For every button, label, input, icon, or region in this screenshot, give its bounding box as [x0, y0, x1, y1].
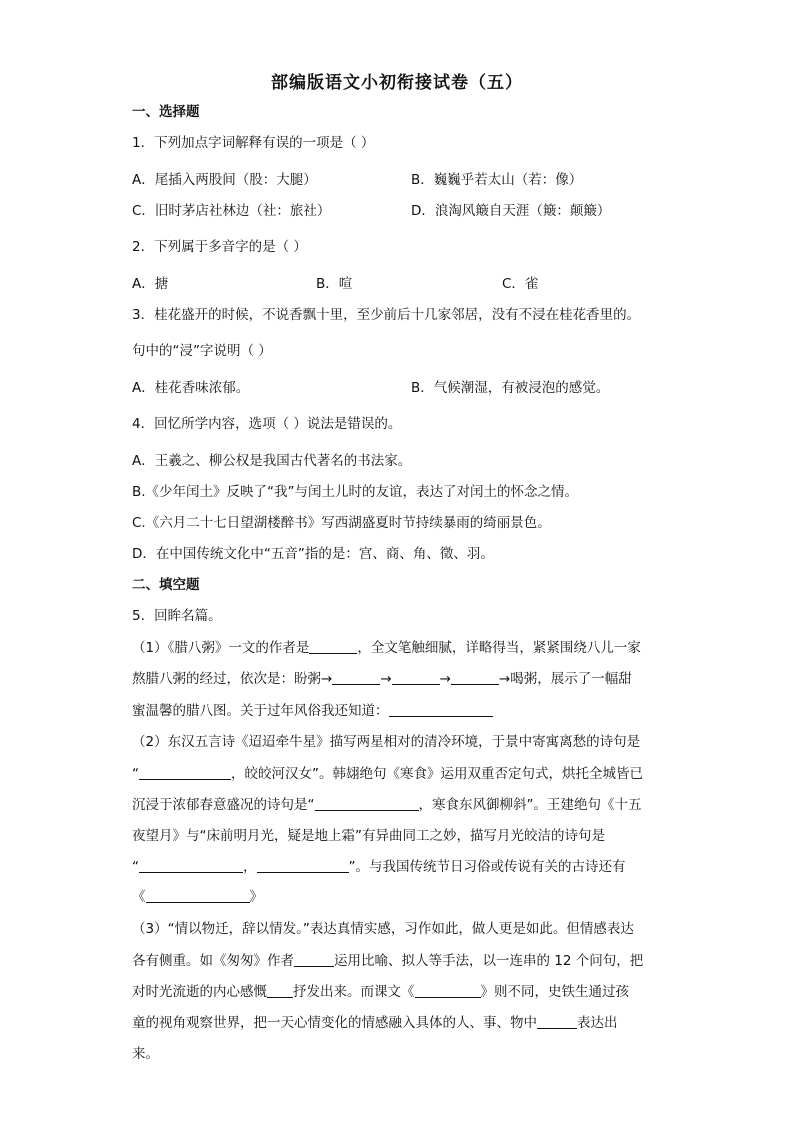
- answer-blank[interactable]: [389, 702, 493, 717]
- answer-blank[interactable]: [257, 858, 349, 873]
- question-2-option-a: A．搪: [132, 276, 169, 292]
- question-5-part-3-line-3: 对时光流逝的内心感慨 抒发出来。而课文《 》则不同，史铁生通过孩: [132, 984, 629, 1000]
- question-5-part-2-line-6: 《 》: [132, 889, 263, 905]
- question-5-part-3-line-2: 各有侧重。如《匆匆》作者 运用比喻、拟人等手法，以一连串的 12 个问句，把: [132, 953, 644, 969]
- question-1-stem: 1．下列加点字词解释有误的一项是（ ）: [132, 135, 375, 151]
- page-title: 部编版语文小初衔接试卷（五）: [271, 73, 523, 93]
- question-5-part-3-line-5: 来。: [132, 1046, 159, 1062]
- answer-blank[interactable]: [294, 952, 334, 967]
- answer-blank[interactable]: [332, 670, 380, 685]
- question-2-stem: 2．下列属于多音字的是（ ）: [132, 239, 307, 255]
- answer-blank[interactable]: [267, 983, 293, 998]
- question-2-option-b: B．喧: [316, 276, 353, 292]
- question-5-part-1-line-2: 熬腊八粥的经过，依次是：盼粥→ → → →喝粥，展示了一幅甜: [132, 671, 632, 687]
- section-heading-fill: 二、填空题: [132, 577, 200, 593]
- question-4-option-d: D．在中国传统文化中“五音”指的是：宫、商、角、徵、羽。: [132, 546, 494, 562]
- question-1-option-d: D．浪淘风簸自天涯（簸：颠簸）: [411, 203, 611, 219]
- question-5-part-2-line-2: “ ，皎皎河汉女”。韩翃绝句《寒食》运用双重否定句式，烘托全城皆已: [132, 766, 643, 782]
- question-5-part-3-line-1: （3）“情以物迁，辞以情发。”表达真情实感，习作如此，做人更是如此。但情感表达: [132, 921, 634, 937]
- answer-blank[interactable]: [139, 858, 243, 873]
- question-5-part-1-line-3: 蜜温馨的腊八图。关于过年风俗我还知道：: [132, 701, 493, 721]
- question-3-option-b: B．气候潮湿，有被浸泡的感觉。: [411, 380, 610, 396]
- answer-blank[interactable]: [315, 796, 419, 811]
- question-5-part-2-line-1: （2）东汉五言诗《迢迢牵牛星》描写两星相对的清冷环境，于景中寄寓离愁的诗句是: [132, 734, 641, 750]
- question-5-part-3-line-4: 童的视角观察世界，把一天心情变化的情感融入具体的人、事、物中 表达出: [132, 1015, 618, 1031]
- section-heading-choice: 一、选择题: [132, 104, 200, 120]
- question-3-stem: 3．桂花盛开的时候，不说香飘十里，至少前后十几家邻居，没有不浸在桂花香里的。: [132, 307, 641, 323]
- answer-blank[interactable]: [139, 765, 231, 780]
- answer-blank[interactable]: [309, 639, 357, 654]
- question-2-option-c: C．雀: [502, 276, 539, 292]
- question-5-part-2-line-3: 沉浸于浓郁春意盛况的诗句是“ ，寒食东风御柳斜”。王建绝句《十五: [132, 797, 642, 813]
- question-4-option-c: C.《六月二十七日望湖楼醉书》写西湖盛夏时节持续暴雨的绮丽景色。: [132, 515, 551, 531]
- question-5-stem: 5．回眸名篇。: [132, 608, 222, 624]
- question-3-stem-continued: 句中的“浸”字说明（ ）: [132, 343, 272, 359]
- question-1-option-a: A．尾插入两股间（股：大腿）: [132, 172, 317, 188]
- question-4-option-b: B.《少年闰土》反映了“我”与闰土儿时的友谊，表达了对闰土的怀念之情。: [132, 484, 579, 500]
- question-5-part-1-line-1: （1）《腊八粥》一文的作者是 ，全文笔触细腻，详略得当，紧紧围绕八儿一家: [132, 640, 641, 656]
- answer-blank[interactable]: [415, 983, 481, 998]
- answer-blank[interactable]: [392, 670, 440, 685]
- answer-blank[interactable]: [451, 670, 499, 685]
- question-4-option-a: A．王羲之、柳公权是我国古代著名的书法家。: [132, 453, 412, 469]
- answer-blank[interactable]: [537, 1014, 577, 1029]
- question-5-part-2-line-4: 夜望月》与“床前明月光，疑是地上霜”有异曲同工之妙，描写月光皎洁的诗句是: [132, 828, 605, 844]
- question-5-part-2-line-5: “ ， ”。与我国传统节日习俗或传说有关的古诗还有: [132, 859, 626, 875]
- question-1-option-b: B．巍巍乎若太山（若：像）: [411, 172, 583, 188]
- question-3-option-a: A．桂花香味浓郁。: [132, 380, 250, 396]
- question-4-stem: 4．回忆所学内容，选项（ ）说法是错误的。: [132, 416, 402, 432]
- answer-blank[interactable]: [146, 888, 250, 903]
- question-1-option-c: C．旧时茅店社林边（社：旅社）: [132, 203, 331, 219]
